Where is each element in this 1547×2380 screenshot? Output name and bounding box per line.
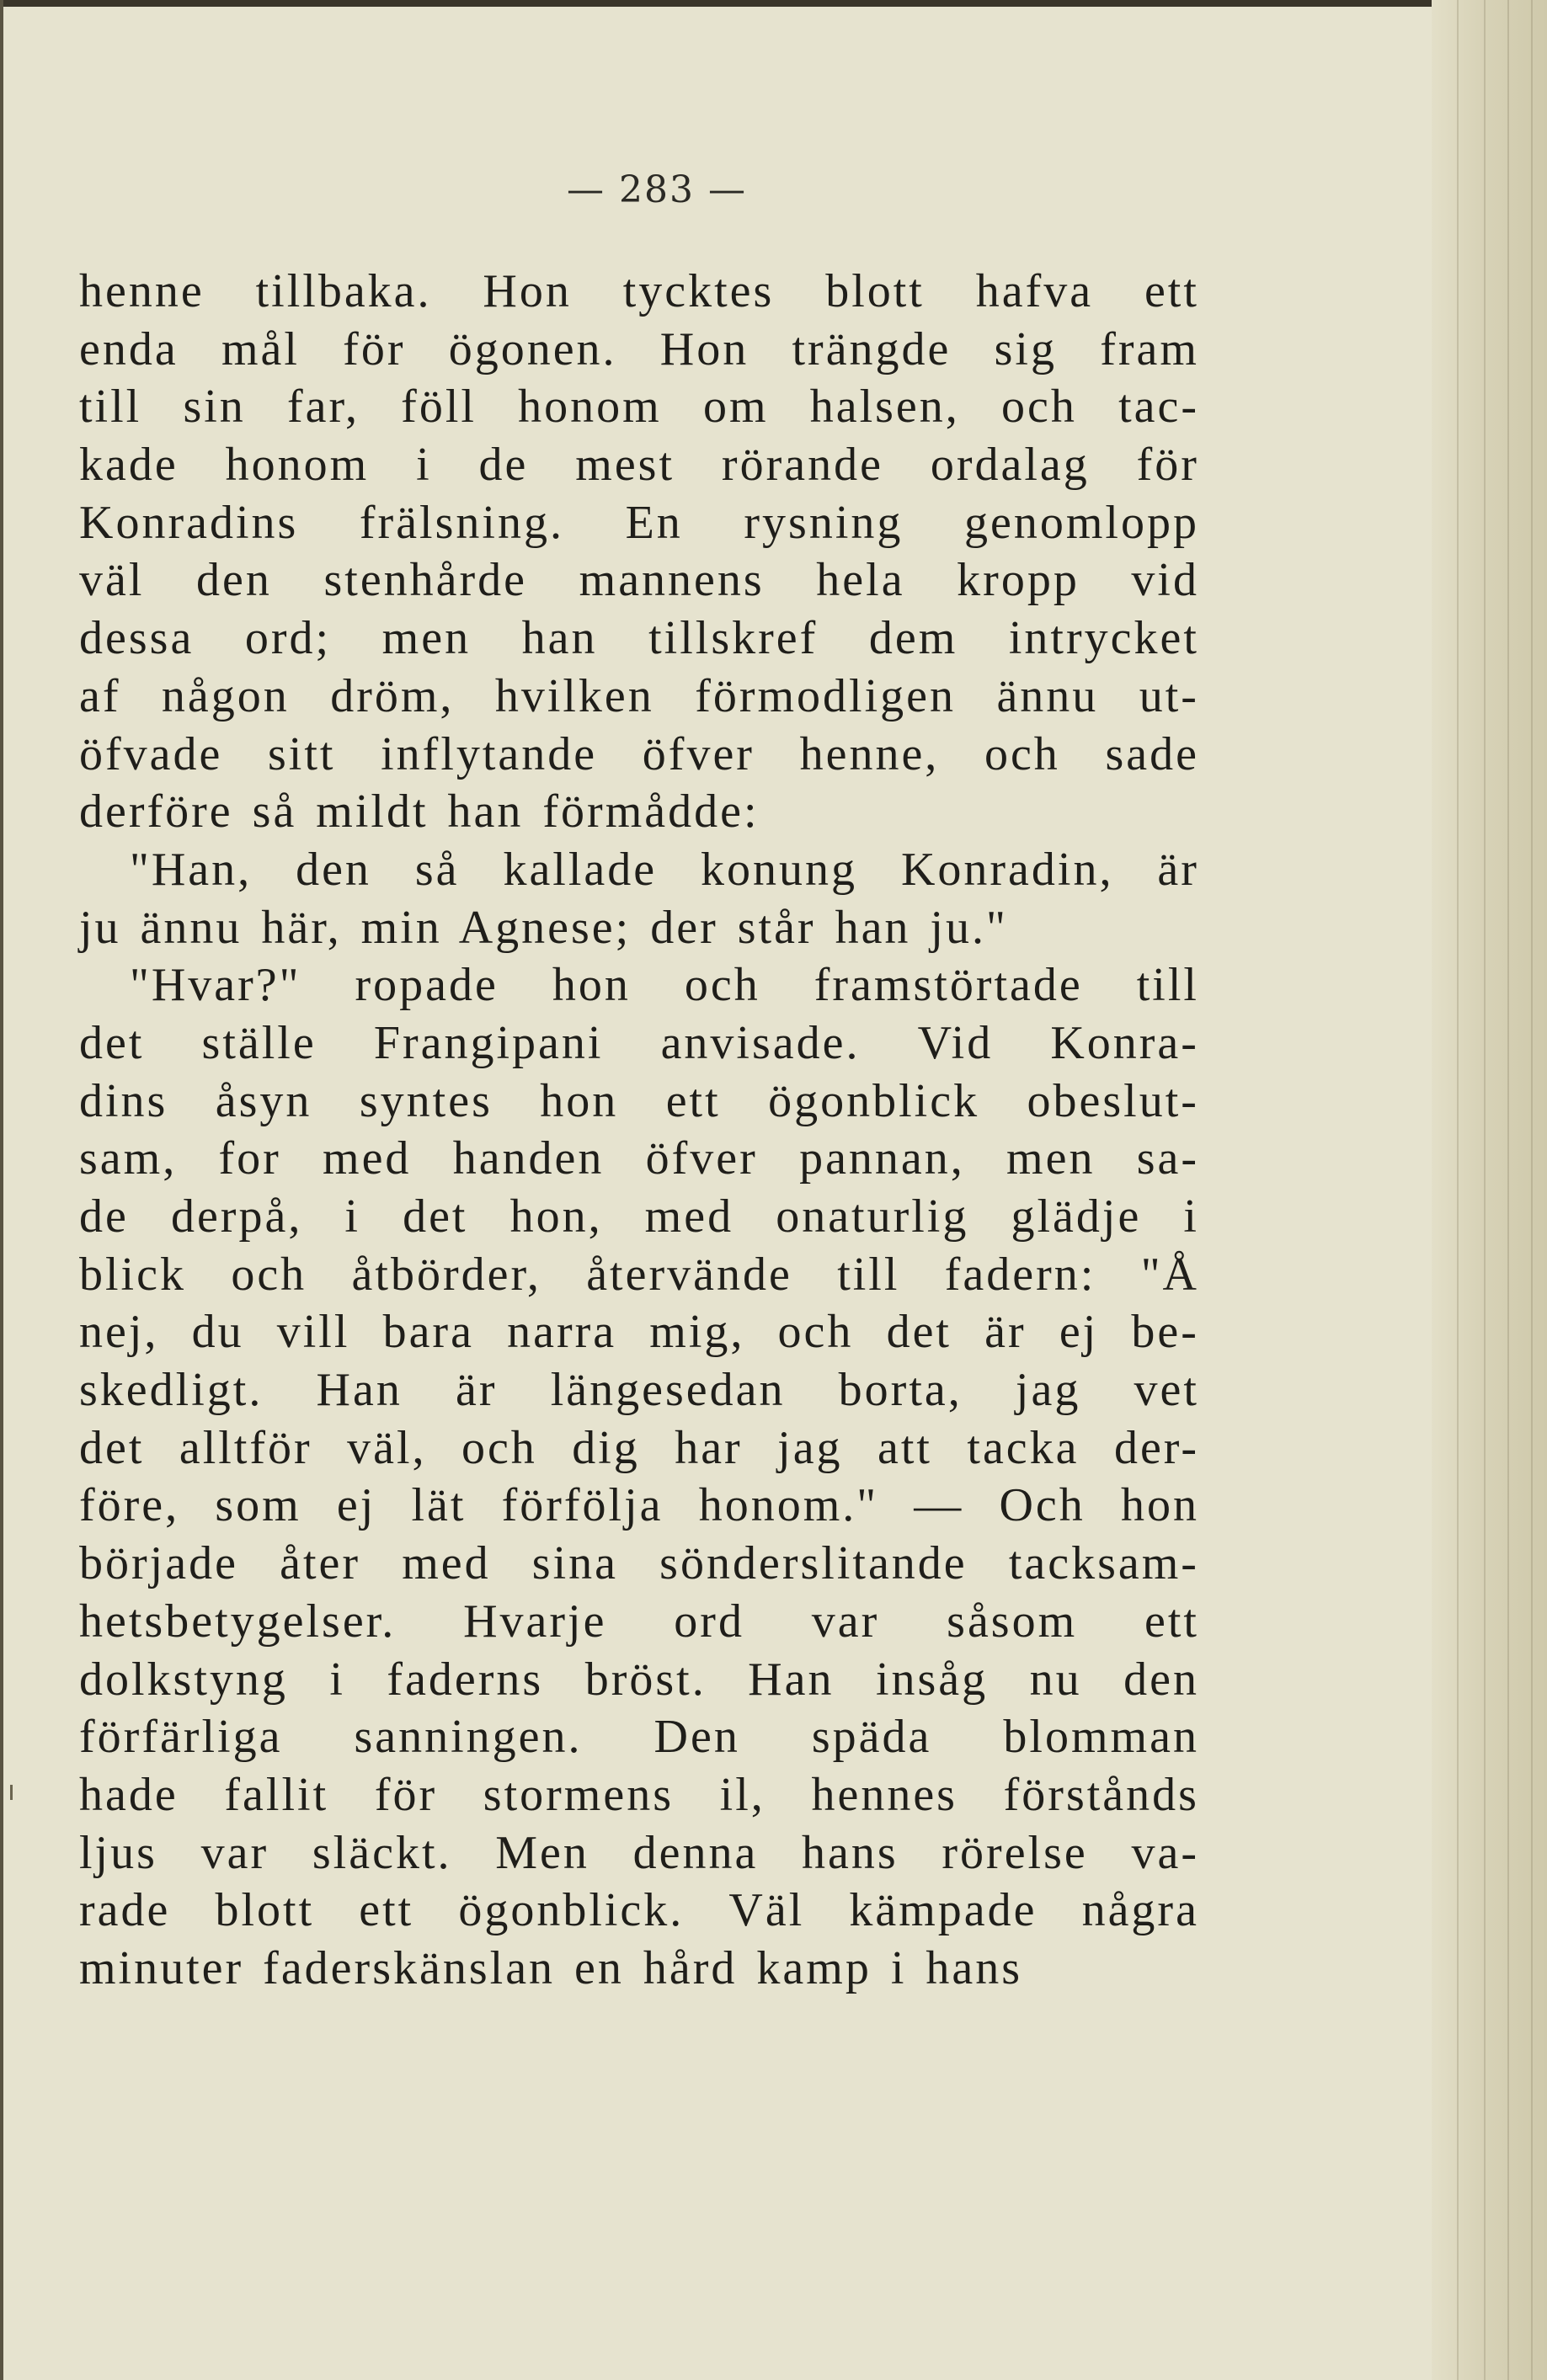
text-line: blick och åtbörder, återvände till fadern: "Å: [79, 1248, 1199, 1301]
text-line: dolkstyng i faderns bröst. Han insåg nu den: [79, 1653, 1199, 1706]
text-line: ljus var släckt. Men denna hans rörelse va-: [79, 1826, 1199, 1879]
page-edge-shadow: [1432, 0, 1547, 2380]
scan-top-border: [0, 0, 1547, 7]
text-line: före, som ej lät förfölja honom." — Och hon: [79, 1479, 1199, 1532]
text-line: minuter faderskänslan en hård kamp i hans: [79, 1941, 1023, 1994]
text-line: "Hvar?" ropade hon och framstörtade till: [130, 959, 1199, 1012]
body-text: [79, 263, 1199, 1998]
text-line: af någon dröm, hvilken förmodligen ännu ut-: [79, 669, 1199, 722]
text-line: det alltför väl, och dig har jag att tacka der-: [79, 1421, 1199, 1474]
text-line: hetsbetygelser. Hvarje ord var såsom ett: [79, 1595, 1199, 1648]
text-line: dessa ord; men han tillskref dem intrycket: [79, 612, 1199, 665]
text-line: det ställe Frangipani anvisade. Vid Konra-: [79, 1016, 1199, 1069]
text-line: började åter med sina sönderslitande tacksam-: [79, 1537, 1199, 1590]
scan-left-border: [0, 0, 3, 2380]
text-line: "Han, den så kallade konung Konradin, är: [130, 843, 1199, 896]
page-number: — 283 —: [567, 168, 747, 211]
text-line: sam, for med handen öfver pannan, men sa-: [79, 1132, 1199, 1185]
text-line: till sin far, föll honom om halsen, och tac-: [79, 381, 1199, 434]
scan-speck: [10, 1785, 13, 1800]
text-line: rade blott ett ögonblick. Väl kämpade några: [79, 1884, 1199, 1937]
text-line: skedligt. Han är längesedan borta, jag vet: [79, 1364, 1199, 1417]
text-line: derföre så mildt han förmådde:: [79, 785, 760, 839]
text-line: dins åsyn syntes hon ett ögonblick obeslut-: [79, 1074, 1199, 1127]
text-line: hade fallit för stormens il, hennes förstånds: [79, 1768, 1199, 1821]
text-line: kade honom i de mest rörande ordalag för: [79, 439, 1199, 492]
text-line: henne tillbaka. Hon tycktes blott hafva ett: [79, 265, 1199, 317]
text-line: öfvade sitt inflytande öfver henne, och sade: [79, 727, 1199, 780]
text-line: ju ännu här, min Agnese; der står han ju.": [79, 901, 1008, 954]
text-line: nej, du vill bara narra mig, och det är ej be-: [79, 1306, 1199, 1359]
text-line: Konradins frälsning. En rysning genomlopp: [79, 496, 1199, 549]
text-line: förfärliga sanningen. Den späda blomman: [79, 1711, 1199, 1764]
text-line: väl den stenhårde mannens hela kropp vid: [79, 554, 1199, 607]
text-line: enda mål för ögonen. Hon trängde sig fram: [79, 322, 1199, 375]
text-line: de derpå, i det hon, med onaturlig glädje i: [79, 1190, 1199, 1243]
